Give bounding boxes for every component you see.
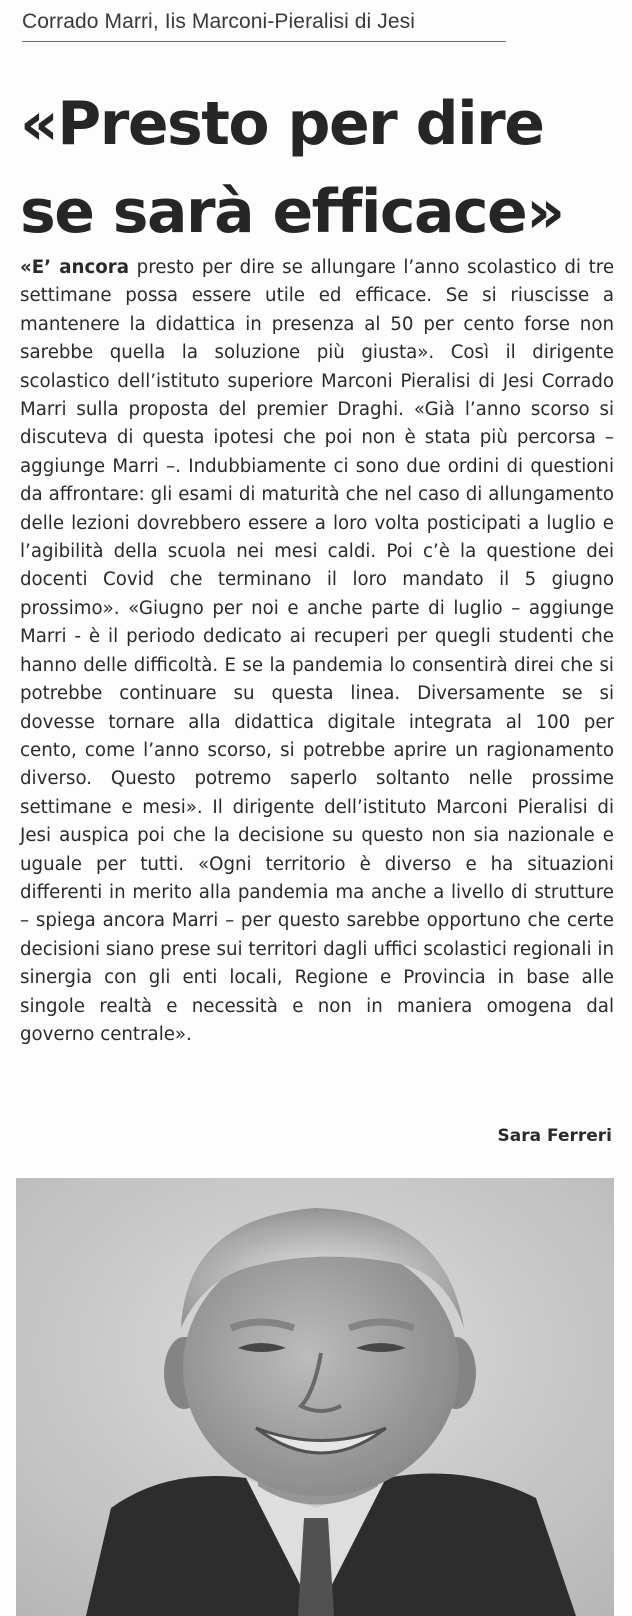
kicker-underline — [22, 41, 506, 42]
portrait-photo-icon — [16, 1178, 614, 1616]
kicker: Corrado Marri, Iis Marconi-Pieralisi di Jesi — [22, 10, 415, 33]
byline: Sara Ferreri — [497, 1126, 612, 1146]
article-body — [20, 254, 614, 1049]
headline-line-2: se sarà efficace» — [20, 177, 564, 247]
article-body-text: presto per dire se allungare l’anno scolastico di tre settimane possa essere utile ed efficace. Se si riuscisse a mantenere la didattica in presenza al 50 per cento forse non sarebbe quella la soluzione più giusta». Così il dirigente scolastico dell’istituto superiore Marconi Pieralisi di Jesi Corrado Marri sulla proposta del premier Draghi. «Già l’anno scorso si discuteva di questa ipotesi che poi non è stata più percorsa – aggiunge Marri –. Indubbiamente ci sono due ordini di questioni da affrontare: gli esami di maturità che nel caso di allungamento delle lezioni dovrebbero essere a loro volta posticipati a luglio e l’agibilità della scuola nei mesi caldi. Poi c’è la questione dei docenti Covid che terminano il loro mandato il 5 giugno prossimo». «Giugno per noi e anche parte di luglio – aggiunge Marri - è il periodo dedicato ai recuperi per quegli studenti che hanno delle difficoltà. E se la pandemia lo consentirà direi che si potrebbe continuare su questa linea. Diversamente se si dovesse tornare alla didattica digitale integrata al 100 per cento, come l’anno scorso, si potrebbe aprire un ragionamento diverso. Questo potremo saperlo soltanto nelle prossime settimane e mesi». Il dirigente dell’istituto Marconi Pieralisi di Jesi auspica poi che la decisione su questo non sia nazionale e uguale per tutti. «Ogni territorio è diverso e ha situazioni differenti in merito alla pandemia ma anche a livello di strutture – spiega ancora Marri – per questo sarebbe opportuno che certe decisioni siano prese sui territori dagli uffici scolastici regionali in sinergia con gli enti locali, Regione e Provincia in base alle singole realtà e necessità e non in maniera omogena dal governo centrale». — [20, 257, 615, 1045]
article-lead: «E’ ancora — [20, 257, 130, 278]
headline — [20, 80, 620, 256]
headline-line-1: «Presto per dire — [20, 89, 544, 159]
